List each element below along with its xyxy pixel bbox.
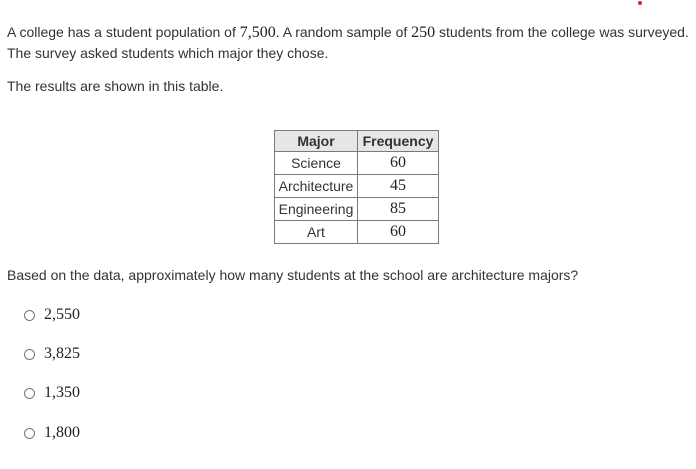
intro-text-3: students from the college was surveyed. xyxy=(435,24,689,40)
cell-major: Science xyxy=(275,152,358,175)
choice-label: 2,550 xyxy=(44,306,80,323)
table-row xyxy=(275,175,439,198)
answer-choice-3[interactable] xyxy=(24,383,80,403)
radio-button[interactable] xyxy=(24,349,35,360)
answer-choice-1[interactable] xyxy=(24,305,80,325)
cell-major: Engineering xyxy=(275,198,358,221)
header-major: Major xyxy=(275,131,358,152)
table-row xyxy=(275,198,439,221)
cell-frequency: 60 xyxy=(358,152,439,175)
intro-text-2: . A random sample of xyxy=(275,24,412,40)
cell-major: Art xyxy=(275,221,358,244)
answer-choice-4[interactable] xyxy=(24,423,80,443)
intro-text-4: The survey asked students which major they chose. xyxy=(7,45,329,61)
table-header-row xyxy=(275,131,439,152)
cell-frequency: 60 xyxy=(358,221,439,244)
cell-major: Architecture xyxy=(275,175,358,198)
answer-choice-2[interactable] xyxy=(24,344,80,364)
header-frequency: Frequency xyxy=(358,131,439,152)
radio-button[interactable] xyxy=(24,428,35,439)
choice-label: 3,825 xyxy=(44,345,80,362)
cell-frequency: 45 xyxy=(358,175,439,198)
results-text: The results are shown in this table. xyxy=(7,78,224,94)
radio-button[interactable] xyxy=(24,310,35,321)
frequency-table xyxy=(274,130,439,244)
question-text: Based on the data, approximately how many students at the school are architecture majors? xyxy=(7,267,579,283)
table-row xyxy=(275,221,439,244)
marker-dot xyxy=(638,1,642,5)
radio-button[interactable] xyxy=(24,388,35,399)
choice-label: 1,800 xyxy=(44,424,80,441)
choice-label: 1,350 xyxy=(44,384,80,401)
sample-value: 250 xyxy=(411,24,436,41)
cell-frequency: 85 xyxy=(358,198,439,221)
table-row xyxy=(275,152,439,175)
population-value: 7,500 xyxy=(239,24,276,41)
intro-text-1: A college has a student population of xyxy=(7,24,240,40)
problem-intro xyxy=(7,22,696,64)
